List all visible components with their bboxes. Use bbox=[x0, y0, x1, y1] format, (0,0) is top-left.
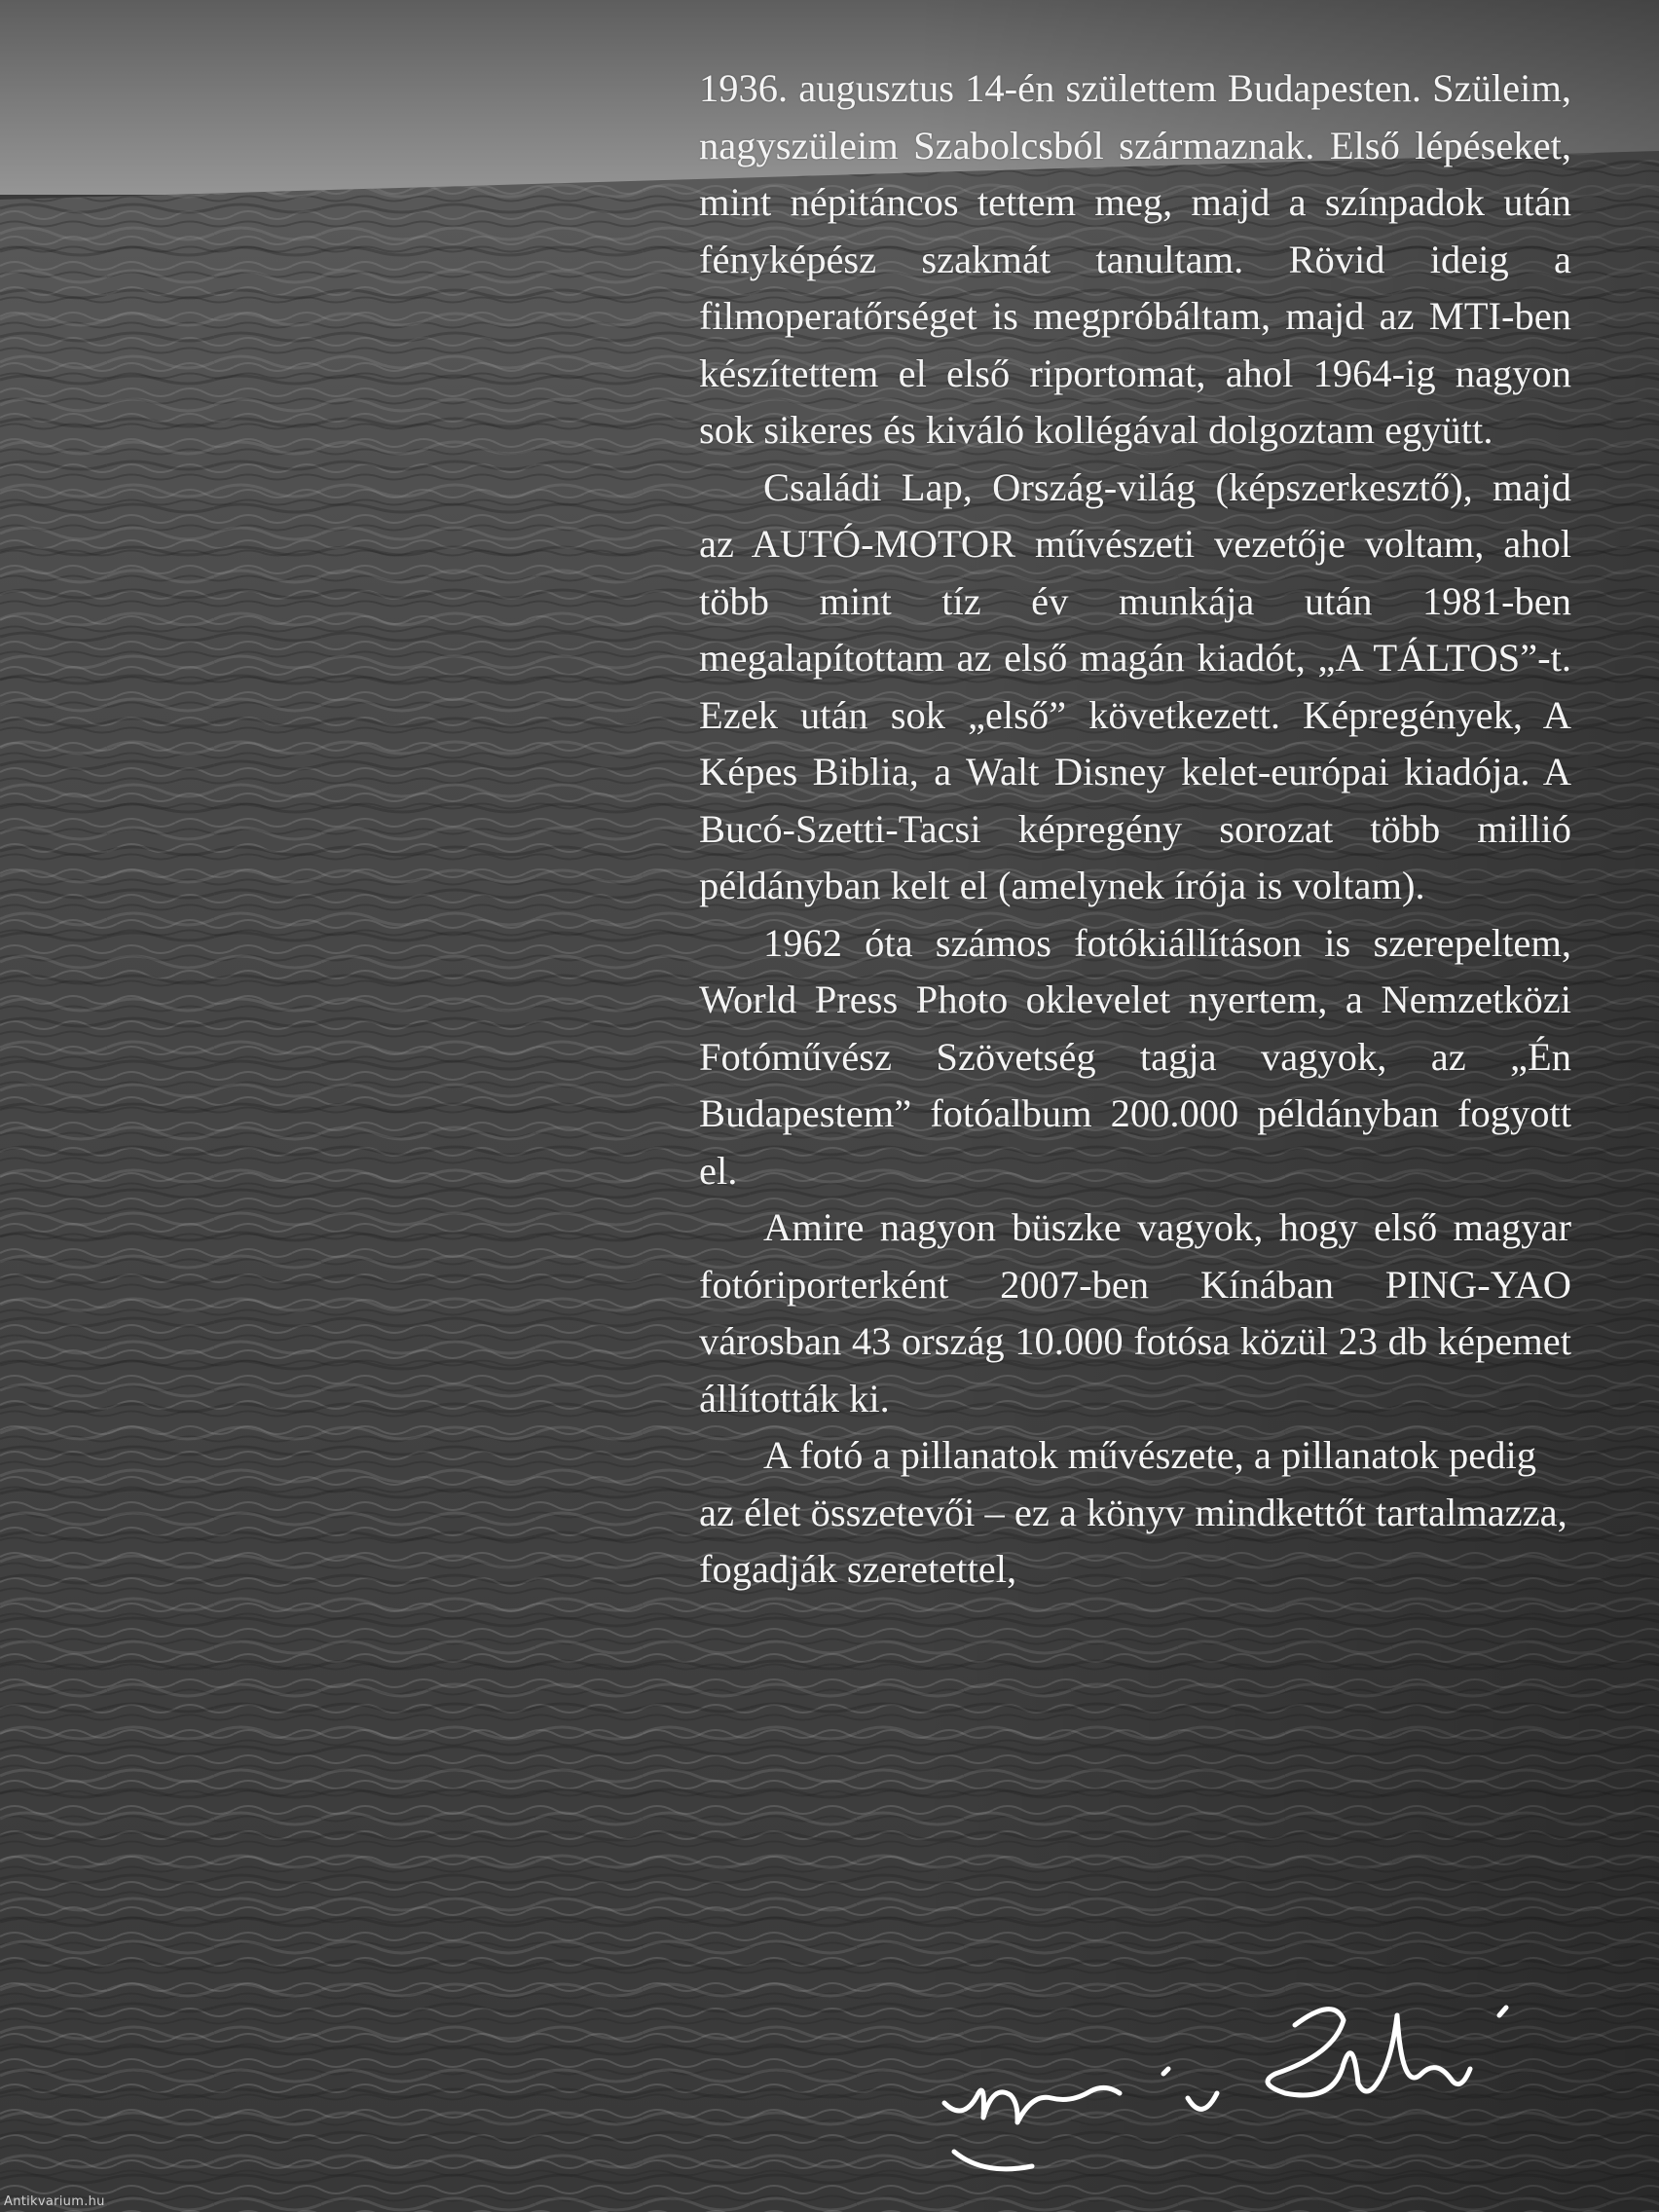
paragraph-4: Amire nagyon büszke vagyok, hogy első magyar fotóriporterként 2007-ben Kínában PING-YAO városban 43 ország 10.000 fotósa közül 23 db képemet állították ki. bbox=[699, 1205, 1571, 1420]
handwritten-signature-icon bbox=[925, 1976, 1548, 2200]
paragraph-5: A fotó a pillanatok művészete, a pillanatok pedig az élet összetevői – ez a könyv mindkettőt tartalmazza, fogadják szeretettel, bbox=[699, 1433, 1567, 1591]
paragraph-1: 1936. augusztus 14-én születtem Budapesten. Szüleim, nagyszüleim Szabolcsból származnak. Első lépéseket, mint népitáncos tettem meg, majd a színpadok után fényképész szakmát tanultam. Rövid ideig a filmoperatőrséget is megpróbáltam, majd az MTI-ben készítettem el első riportomat, ahol 1964-ig nagyon sok sikeres és kiváló kollégával dolgoztam együtt. bbox=[699, 66, 1571, 452]
paragraph-2: Családi Lap, Ország-világ (képszerkesztő), majd az AUTÓ-MOTOR művészeti vezetője voltam, ahol több mint tíz év munkája után 1981-ben megalapítottam az első magán kiadót, „A TÁLTOS”-t. Ezek után sok „első” következett. Képregények, A Képes Biblia, a Walt Disney kelet-európai kiadója. A Bucó-Szetti-Tacsi képregény sorozat több millió példányban kelt el (amelynek írója is voltam). bbox=[699, 464, 1571, 907]
paragraph-3: 1962 óta számos fotókiállításon is szerepeltem, World Press Photo oklevelet nyertem, a Nemzetközi Fotóművész Szövetség tagja vagyok, az „Én Budapestem” fotóalbum 200.000 példányban fogyott el. bbox=[699, 920, 1571, 1193]
biography-text bbox=[699, 60, 1571, 1599]
watermark: Antikvarium.hu bbox=[4, 2194, 105, 2209]
